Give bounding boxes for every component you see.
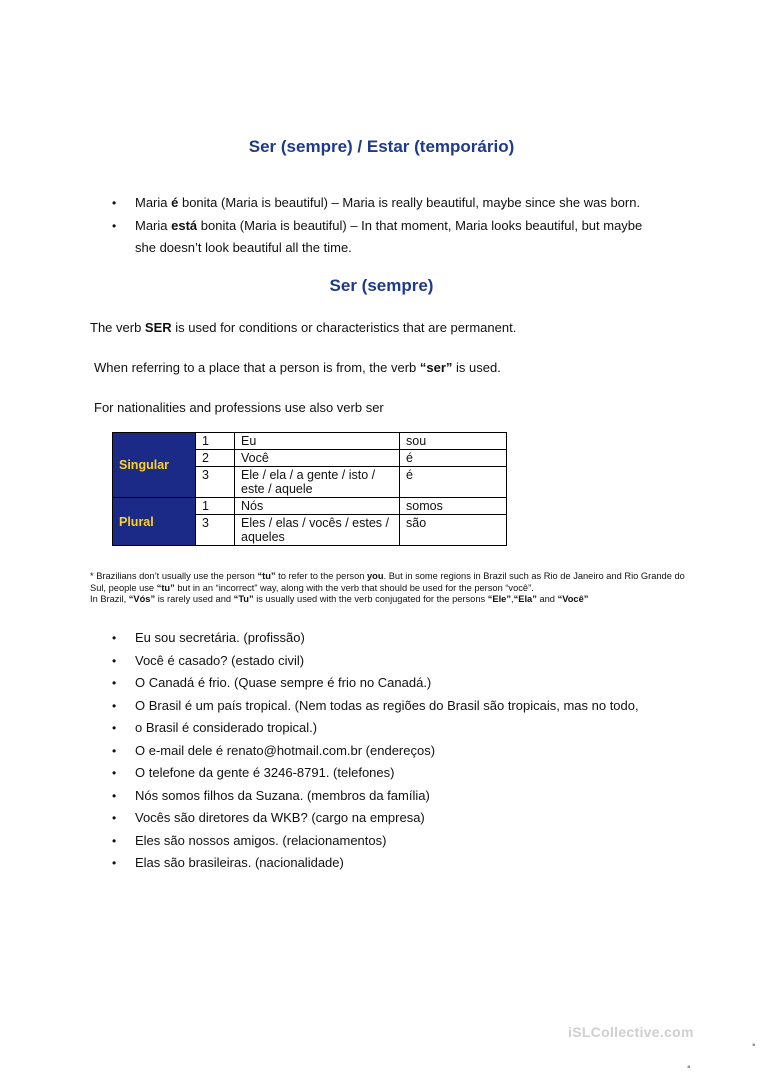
table-row: Singular 1 Eu sou (113, 433, 507, 450)
list-item: • Elas são brasileiras. (nacionalidade) (110, 852, 670, 875)
paragraph-place: When referring to a place that a person is from, the verb “ser” is used. (94, 360, 501, 375)
decorative-dot: ▪ (752, 1040, 756, 1051)
main-heading: Ser (sempre) / Estar (temporário) (248, 137, 515, 156)
decorative-dot: ▪ (687, 1062, 691, 1073)
footnote: * Brazilians don’t usually use the person “tu” to refer to the person you. But in some regions in Brazil such as Rio de Janeiro and Rio Grande do Sul, people use “tu” but in an “incorrect” way, along with the verb that should be used for the person “você”. In Brazil, “Vós” is rarely used and “Tu” is usually used with the verb conjugated for the persons “Ele”,“Ela” and “Você” (90, 571, 685, 604)
list-item: • O Brasil é um país tropical. (Nem todas as regiões do Brasil são tropicais, mas no todo, (110, 695, 670, 718)
table-row: 2 Você é (113, 450, 507, 467)
list-item: • Eu sou secretária. (profissão) (110, 627, 670, 650)
table-row: Plural 1 Nós somos (113, 498, 507, 515)
list-item: • O e-mail dele é renato@hotmail.com.br (endereços) (110, 740, 670, 763)
paragraph-nationalities: For nationalities and professions use also verb ser (94, 400, 384, 415)
list-item: • O Canadá é frio. (Quase sempre é frio no Canadá.) (110, 672, 670, 695)
intro-bullet-list (110, 192, 650, 260)
example-bullet-list (110, 627, 670, 875)
section-heading: Ser (sempre) (329, 276, 434, 295)
table-row: 3 Eles / elas / vocês / estes / aqueles são (113, 515, 507, 546)
watermark-logo: iSLCollective.com (568, 1024, 694, 1040)
plural-label: Plural (113, 498, 196, 546)
list-item: • Maria está bonita (Maria is beautiful) – In that moment, Maria looks beautiful, but maybe she doesn’t look beautiful all the time. (110, 215, 650, 260)
list-item: • Vocês são diretores da WKB? (cargo na empresa) (110, 807, 670, 830)
list-item: • Maria é bonita (Maria is beautiful) – Maria is really beautiful, maybe since she was born. (110, 192, 650, 215)
singular-label: Singular (113, 433, 196, 498)
list-item: • Nós somos filhos da Suzana. (membros da família) (110, 785, 670, 808)
list-item: • o Brasil é considerado tropical.) (110, 717, 670, 740)
list-item: • O telefone da gente é 3246-8791. (telefones) (110, 762, 670, 785)
table-row: 3 Ele / ela / a gente / isto / este / aquele é (113, 467, 507, 498)
list-item: • Eles são nossos amigos. (relacionamentos) (110, 830, 670, 853)
list-item: • Você é casado? (estado civil) (110, 650, 670, 673)
paragraph-permanent: The verb SER is used for conditions or characteristics that are permanent. (90, 320, 517, 335)
conjugation-table (112, 432, 507, 546)
